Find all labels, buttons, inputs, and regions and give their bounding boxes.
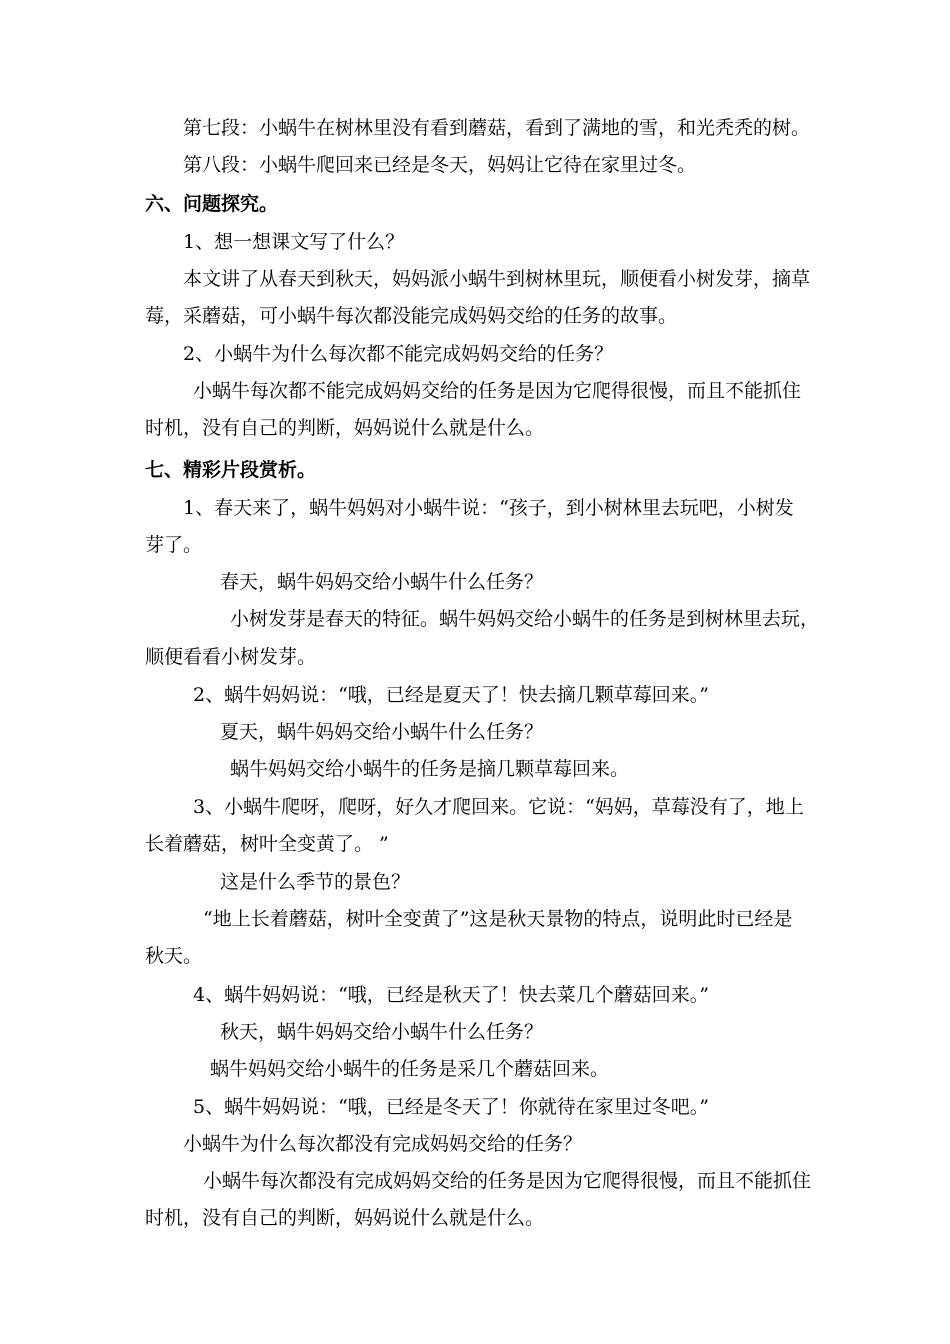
quote-line: 1、春天来了，蜗牛妈妈对小蜗牛说：“孩子，到小树林里去玩吧，小树发 [183,497,794,519]
paragraph-line: 第八段：小蜗牛爬回来已经是冬天，妈妈让它待在家里过冬。 [183,154,697,176]
quote-line: 芽了。 [145,534,203,556]
question-line: 1、想一想课文写了什么？ [183,231,405,253]
quote-line: 长着蘑菇，树叶全变黄了。 ” [145,833,389,855]
section-heading: 七、精彩片段赏析。 [145,459,317,481]
answer-line: 小蜗牛每次都没有完成妈妈交给的任务是因为它爬得很慢，而且不能抓住 [203,1170,812,1192]
section-heading: 六、问题探究。 [145,193,279,215]
question-line: 秋天，蜗牛妈妈交给小蜗牛什么任务？ [220,1021,544,1043]
paragraph-line: 时机，没有自己的判断，妈妈说什么就是什么。 [145,417,545,439]
quote-line: 3、小蜗牛爬呀，爬呀，好久才爬回来。它说：“妈妈，草莓没有了，地上 [193,796,804,818]
quote-line: 4、蜗牛妈妈说：“哦，已经是秋天了！快去菜几个蘑菇回来。” [193,984,710,1006]
paragraph-line: 第七段：小蜗牛在树林里没有看到蘑菇，看到了满地的雪，和光秃秃的树。 [183,117,811,139]
question-line: 夏天，蜗牛妈妈交给小蜗牛什么任务？ [220,721,544,743]
paragraph-line: 本文讲了从春天到秋天，妈妈派小蜗牛到树林里玩，顺便看小树发芽，摘草 [183,268,811,290]
answer-line: 秋天。 [145,945,203,967]
question-line: 这是什么季节的景色？ [220,871,411,893]
quote-line: 2、蜗牛妈妈说：“哦，已经是夏天了！快去摘几颗草莓回来。” [193,684,710,706]
question-line: 2、小蜗牛为什么每次都不能完成妈妈交给的任务？ [183,343,614,365]
question-line: 春天，蜗牛妈妈交给小蜗牛什么任务？ [220,571,544,593]
paragraph-line: 小蜗牛每次都不能完成妈妈交给的任务是因为它爬得很慢，而且不能抓住 [193,380,802,402]
answer-line: 时机，没有自己的判断，妈妈说什么就是什么。 [145,1207,545,1229]
quote-line: 5、蜗牛妈妈说：“哦，已经是冬天了！你就待在家里过冬吧。” [193,1096,710,1118]
answer-line: “地上长着蘑菇，树叶全变黄了”这是秋天景物的特点，说明此时已经是 [203,908,793,930]
question-line: 小蜗牛为什么每次都没有完成妈妈交给的任务？ [183,1133,583,1155]
answer-line: 小树发芽是春天的特征。蜗牛妈妈交给小蜗牛的任务是到树林里去玩， [230,608,820,630]
answer-line: 蜗牛妈妈交给小蜗牛的任务是摘几颗草莓回来。 [230,758,630,780]
paragraph-line: 莓，采蘑菇，可小蜗牛每次都没能完成妈妈交给的任务的故事。 [145,305,678,327]
answer-line: 顺便看看小树发芽。 [145,646,317,668]
answer-line: 蜗牛妈妈交给小蜗牛的任务是采几个蘑菇回来。 [210,1058,610,1080]
